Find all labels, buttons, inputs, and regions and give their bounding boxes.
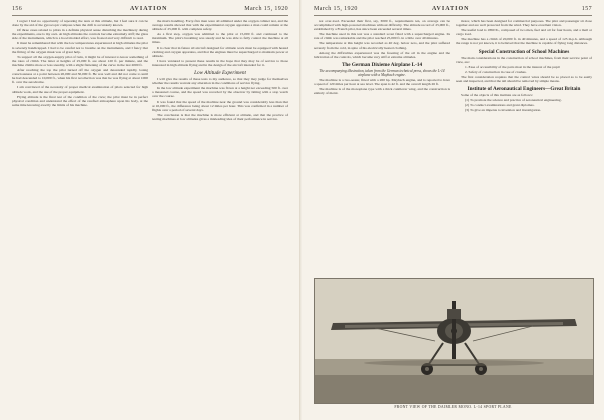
paragraph: I have ventured to present these results in the hope that they may be of service to those interested in high altitude flying and in the design of the aircraft intended for it. <box>152 58 288 67</box>
paragraph: As a first step, oxygen was admitted to the pilot at 15,000 ft. and continued to the maximum. The pilot's breathing was steady and he was able to fully control the machine at all times. <box>152 32 288 45</box>
left-column-2 <box>152 19 288 415</box>
list-item: (3) To give an impetus to invention and investigation. <box>465 108 542 113</box>
paragraph: not over-load. Exceeded their first, say, 3000 ft., requirements ten, on average can be accomplished with high-powered machines without difficulty. The altitude record of 25,000 ft., established by a French pilot, has since been exceeded several times. <box>314 19 450 32</box>
left-page <box>0 0 301 420</box>
paragraph: To support all the oxygen-supply pilot of twin, it might be of interest to know something of the rates of climb. The latter at heights of 25,000 ft. are about 120 ft. per minute, and the machine climbs more or less steadily, with a slight flattening of the curve in the last 2000 ft. <box>12 54 148 67</box>
paragraph: The first consideration requires that the control wires should be so placed as to be easily seen and inspected, and that the tail should be removed by simple means. <box>456 74 592 84</box>
paragraph: The machine is a two-seater, fitted with a 260 hp. Maybach engine, and is reported to have a speed of 120 miles per hour at sea level. The span is 42 ft. and the overall length 26 ft. <box>314 78 450 87</box>
paragraph: I will give the results of these tests to my audience, so that they may judge for themselves whether the results warrant any alteration in the conditions of service flying. <box>152 77 288 86</box>
left-running-head <box>12 6 288 15</box>
left-date: March 15, 1920 <box>244 6 288 12</box>
airplane-photo <box>314 278 594 404</box>
paragraph: The machine used in this test was a standard scout fitted with a supercharged engine. Its rate of climb was remarkable and the pilot reached 25,000 ft. in a little over 40 minutes. <box>314 32 450 41</box>
list-item: 2. Safety of construction in case of crashes. <box>465 69 527 74</box>
section-subtitle: The accompanying illustration, taken from the German technical press, shows the L-14 airplane with a Maybach engine. <box>319 68 445 77</box>
paragraph: I am convinced of the necessity of proper medical examination of pilots selected for high altitude work, and the use of the proper equipment. <box>12 85 148 94</box>
photo-caption: FRONT VIEW OF THE DAIMLER MONO. L-14 SPORT PLANE <box>394 405 512 409</box>
paragraph: It must be remembered that with the low temperatures experienced at high altitudes the pilot is severely handicapped. I had to be careful not to breathe on the instruments, and I fancy that the fitting of the oxygen mask was of great help. <box>12 41 148 54</box>
section-heading: Low Altitude Experiment <box>194 70 246 77</box>
right-page <box>302 0 604 420</box>
paragraph: Of three cases related to pilots in a definite physical sense disturbing the machinery during the experiments, one is my own. At high altitudes the controls become extremely stiff; the glass side of the instruments, which is a hood molded effort, was frosted and very difficult to read. <box>12 28 148 41</box>
paragraph: the man's handling. Forty-five men were all admitted under the oxygen cabinet test, and the average results showed that with the experimental oxygen apparatus a man could remain at the altitude of 25,000 ft. with complete safety. <box>152 19 288 32</box>
left-running-title: AVIATION <box>130 6 168 12</box>
paragraph: It was found that the speed of the machine near the ground was considerably less than that at 10,000 ft., the difference being about 12 miles per hour. This was confirmed in a number of flights over a period of several days. <box>152 99 288 112</box>
paragraph: The machine is of the monoplane type with a thick cantilever wing, and the construction is entirely of metal. <box>314 87 450 96</box>
list-item: (2) To conduct examinations and grant diplomas. <box>465 103 535 108</box>
paragraph: Among the difficulties experienced was the freezing of the oil in the engine and the lubrication of the controls, which became very stiff at extreme altitudes. <box>314 50 450 59</box>
list-item: (1) To promote the science and practice of aeronautical engineering. <box>465 98 562 103</box>
left-head-rule <box>12 15 288 16</box>
paragraph: The machine has a climb of 20,000 ft. in 40 minutes, and a speed of 125 m.p.h. Although the range is not yet known, it is believed that the machine is capable of flying long distances. <box>456 37 592 46</box>
paragraph: The conclusion is that the machine is more efficient at altitude, and that the practice of testing machines at low altitudes gives a misleading idea of their performance in service. <box>152 112 288 121</box>
right-date: March 15, 1920 <box>314 6 358 12</box>
section-heading: Special Construction of School Machines <box>478 48 570 55</box>
paragraph: After reaching the top the pilot turned off the oxygen and descended rapidly, losing consciousness at a point between 20,000 and 30,000 ft. He was well and did not come to until he had descended to 10,000 ft., when his first recollection was that he was flying at about 1000 ft. over the aerodrome. <box>12 68 148 85</box>
paragraph: Some of the objects of this institute are as follows: <box>461 93 533 98</box>
section-heading: The German Dixieme Airplane L-14 <box>341 61 423 68</box>
right-running-head <box>314 6 592 15</box>
paragraph: The useful load is 1860 lb., composed of two men, fuel and oil for four hours, and a mail or cargo load. <box>456 28 592 37</box>
list-item: 1. Ease of accessibility of the parts most in the interest of the pupil <box>465 64 560 69</box>
right-head-rule <box>314 15 592 16</box>
paragraph: The main considerations in the construction of school machines, from their service point of view, are: <box>456 55 592 64</box>
right-running-title: AVIATION <box>432 6 470 12</box>
paragraph: In the low altitude experiment the machine was flown at a height not exceeding 500 ft. over a measured course, and the speed was recorded by the observer by timing with a stop watch over the course. <box>152 86 288 99</box>
right-page-number: 157 <box>581 6 592 12</box>
paragraph: Flying altitude is the final test of the condition of the crew; the pilot must be in perfect physical condition and understand the effect of the rarefied atmosphere upon his body, at the same time knowing exactly the limits of his machine. <box>12 94 148 107</box>
section-heading: Institute of Aeronautical Engineers—Great Britain <box>467 86 581 93</box>
paragraph: The temperature at this height was recorded as 40 deg. below zero, and the pilot suffered severely from the cold, in spite of his electrically heated clothing. <box>314 41 450 50</box>
paragraph: motor, which has been designed for commercial purposes. The pilot and passenger sit close together and are well protected from the wind. They have excellent vision. <box>456 19 592 28</box>
paragraph: It is clear that in future all aircraft designed for altitude work must be equipped with heated clothing and oxygen apparatus, and that the engines must be supercharged to maintain power at altitude. <box>152 45 288 58</box>
left-page-number: 156 <box>12 6 23 12</box>
left-column-1 <box>12 19 148 415</box>
right-column-2 <box>456 19 592 271</box>
airplane-illustration <box>315 279 593 403</box>
paragraph: I regret I had no opportunity of repeating the tests at this altitude, but I feel sure it can be done by the aid of the gyroscopic compass when the drift is accurately known. <box>12 19 148 28</box>
right-column-1 <box>314 19 450 271</box>
